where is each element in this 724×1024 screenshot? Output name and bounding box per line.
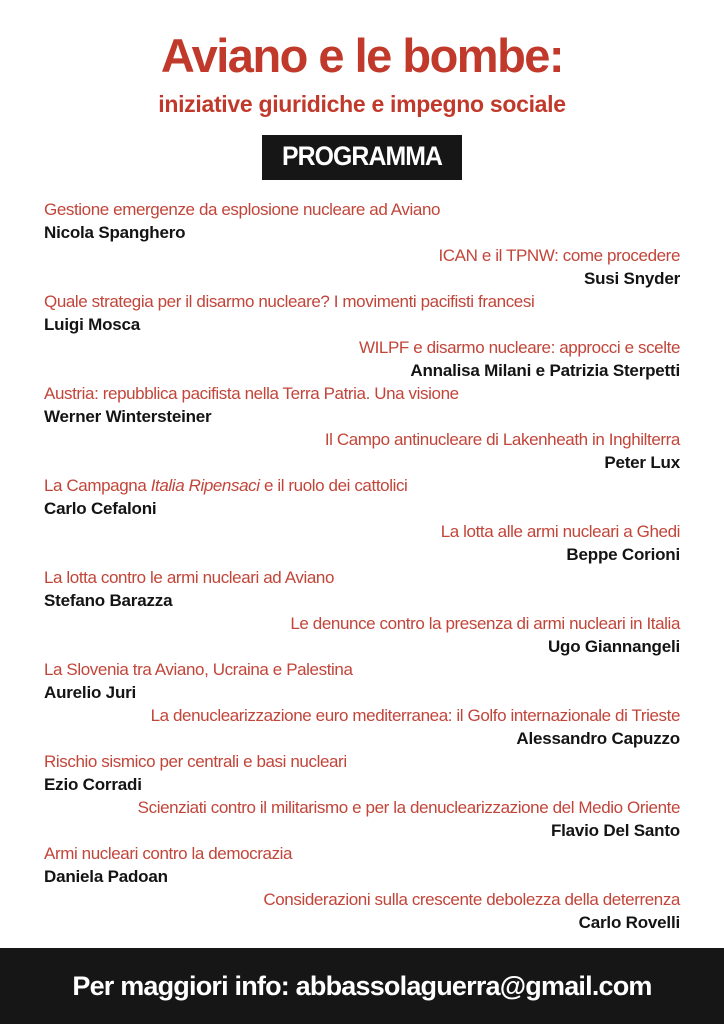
program-entry bbox=[44, 888, 680, 934]
speaker-name: Flavio Del Santo bbox=[550, 821, 680, 840]
program-entry bbox=[44, 842, 680, 888]
session-title bbox=[44, 842, 680, 865]
speaker-name: Susi Snyder bbox=[583, 269, 680, 288]
speaker-name: Ugo Giannangeli bbox=[547, 637, 680, 656]
speaker-name: Annalisa Milani e Patrizia Sterpetti bbox=[410, 361, 680, 380]
program-entry bbox=[44, 474, 680, 520]
speaker-name: Beppe Corioni bbox=[566, 545, 680, 564]
program-entry bbox=[44, 796, 680, 842]
session-title-segment: Le denunce contro la presenza di armi nucleari in Italia bbox=[290, 614, 680, 633]
session-title bbox=[44, 244, 680, 267]
session-title-segment: La lotta alle armi nucleari a Ghedi bbox=[440, 522, 680, 541]
session-title bbox=[44, 750, 680, 773]
poster-header bbox=[0, 0, 724, 180]
speaker-name: Carlo Rovelli bbox=[578, 913, 680, 932]
speaker-name: Peter Lux bbox=[604, 453, 680, 472]
program-badge bbox=[262, 135, 462, 180]
program-entry bbox=[44, 290, 680, 336]
session-title-segment: e il ruolo dei cattolici bbox=[259, 476, 408, 495]
speaker-name: Carlo Cefaloni bbox=[44, 499, 157, 518]
session-title bbox=[44, 382, 680, 405]
program-entry bbox=[44, 566, 680, 612]
session-title-segment: ICAN e il TPNW: come procedere bbox=[438, 246, 680, 265]
program-entry bbox=[44, 750, 680, 796]
session-title-segment: La Campagna bbox=[44, 476, 151, 495]
program-entry bbox=[44, 198, 680, 244]
program-entry bbox=[44, 336, 680, 382]
session-title-segment: Gestione emergenze da esplosione nucleare ad Aviano bbox=[44, 200, 441, 219]
speaker-name: Alessandro Capuzzo bbox=[516, 729, 680, 748]
program-entry bbox=[44, 244, 680, 290]
footer-bar bbox=[0, 948, 724, 1024]
program-entry bbox=[44, 612, 680, 658]
session-title bbox=[44, 704, 680, 727]
speaker-name: Werner Wintersteiner bbox=[44, 407, 212, 426]
session-title bbox=[44, 520, 680, 543]
session-title bbox=[44, 612, 680, 635]
poster-subtitle: iniziative giuridiche e impegno sociale bbox=[158, 90, 566, 117]
session-title-segment: Considerazioni sulla crescente debolezza della deterrenza bbox=[263, 890, 680, 909]
speaker-name: Aurelio Juri bbox=[44, 683, 137, 702]
program-entry bbox=[44, 520, 680, 566]
session-title bbox=[44, 474, 680, 497]
session-title bbox=[44, 198, 680, 221]
session-title-segment: Rischio sismico per centrali e basi nucleari bbox=[44, 752, 347, 771]
session-title-segment: Armi nucleari contro la democrazia bbox=[44, 844, 293, 863]
session-title bbox=[44, 336, 680, 359]
session-title bbox=[44, 888, 680, 911]
program-list bbox=[44, 198, 680, 934]
session-title bbox=[44, 290, 680, 313]
session-title-segment: La Slovenia tra Aviano, Ucraina e Palestina bbox=[44, 660, 353, 679]
speaker-name: Daniela Padoan bbox=[44, 867, 168, 886]
session-title-italic-segment: Italia Ripensaci bbox=[150, 476, 260, 495]
speaker-name: Stefano Barazza bbox=[44, 591, 173, 610]
speaker-name: Ezio Corradi bbox=[44, 775, 142, 794]
session-title-segment: Scienziati contro il militarismo e per la denuclearizzazione del Medio Oriente bbox=[137, 798, 680, 817]
session-title-segment: Quale strategia per il disarmo nucleare? I movimenti pacifisti francesi bbox=[44, 292, 535, 311]
session-title-segment: Austria: repubblica pacifista nella Terra Patria. Una visione bbox=[44, 384, 459, 403]
footer-contact-text: Per maggiori info: abbassolaguerra@gmail.com bbox=[72, 970, 652, 1001]
session-title bbox=[44, 566, 680, 589]
session-title bbox=[44, 658, 680, 681]
session-title bbox=[44, 428, 680, 451]
poster-title: Aviano e le bombe: bbox=[160, 29, 564, 82]
program-entry bbox=[44, 704, 680, 750]
speaker-name: Nicola Spanghero bbox=[44, 223, 186, 242]
session-title bbox=[44, 796, 680, 819]
session-title-segment: La lotta contro le armi nucleari ad Aviano bbox=[44, 568, 335, 587]
program-badge-label: PROGRAMMA bbox=[281, 140, 443, 171]
speaker-name: Luigi Mosca bbox=[44, 315, 141, 334]
session-title-segment: WILPF e disarmo nucleare: approcci e scelte bbox=[358, 338, 680, 357]
program-entry bbox=[44, 428, 680, 474]
session-title-segment: Il Campo antinucleare di Lakenheath in Inghilterra bbox=[324, 430, 680, 449]
program-entry bbox=[44, 382, 680, 428]
program-entry bbox=[44, 658, 680, 704]
session-title-segment: La denuclearizzazione euro mediterranea: il Golfo internazionale di Trieste bbox=[150, 706, 680, 725]
